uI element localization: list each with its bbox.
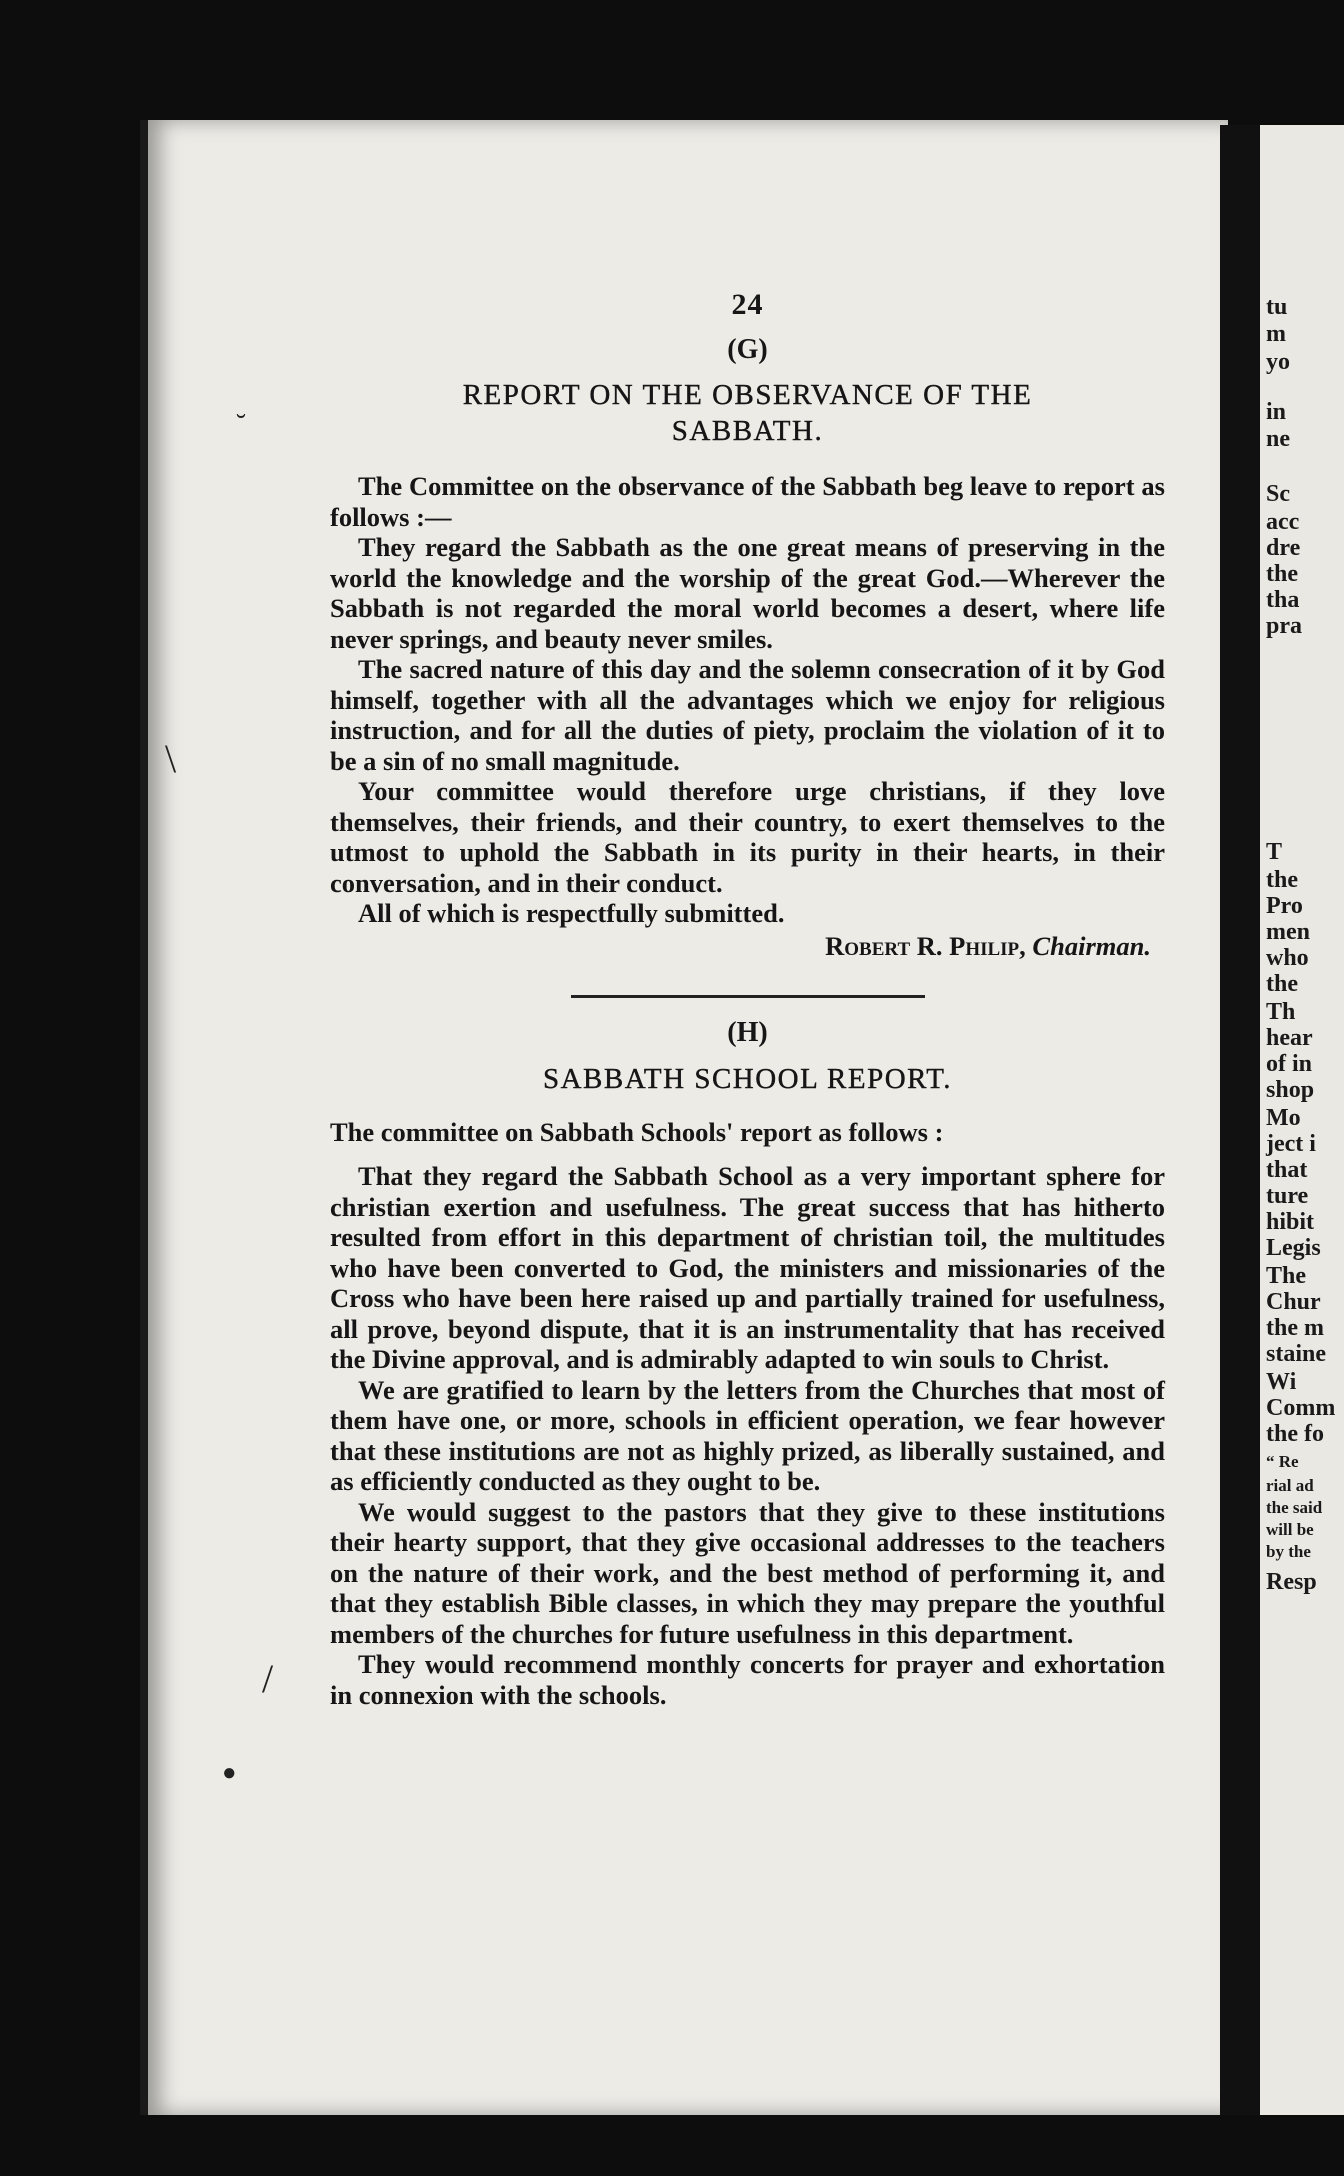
- facing-page-text-fragment: The: [1266, 1263, 1307, 1289]
- facing-page-text-fragment: the fo: [1266, 1421, 1324, 1447]
- facing-page-text-fragment: Sc: [1266, 481, 1290, 507]
- margin-mark: ˘: [236, 408, 246, 441]
- facing-page-text-fragment: that: [1266, 1157, 1308, 1183]
- facing-page-text-fragment: Chur: [1266, 1289, 1321, 1315]
- report-intro: The committee on Sabbath Schools' report as follows :: [330, 1116, 944, 1147]
- facing-page-text-fragment: ject i: [1266, 1131, 1316, 1157]
- margin-mark: \: [165, 736, 177, 781]
- facing-page-text-fragment: Resp: [1266, 1569, 1317, 1595]
- facing-page-text-fragment: dre: [1266, 535, 1301, 561]
- facing-page-text-fragment: by the: [1266, 1542, 1311, 1561]
- facing-page-text-fragment: tha: [1266, 587, 1300, 613]
- section-g: [330, 335, 1165, 962]
- facing-page-text-fragment: of in: [1266, 1051, 1313, 1077]
- report-intro: The Committee on the observance of the Sabbath beg leave to report as follows :—: [330, 471, 1165, 532]
- facing-page-text-fragment: in: [1266, 399, 1287, 425]
- section-label: (G): [727, 333, 768, 365]
- facing-page-text-fragment: yo: [1266, 349, 1290, 375]
- facing-page-text-fragment: “ Re: [1266, 1452, 1299, 1471]
- facing-page-fragment: [1260, 125, 1344, 2115]
- facing-page-text-fragment: acc: [1266, 509, 1300, 535]
- report-paragraph: They would recommend monthly concerts for prayer and exhortation in connexion with the schools.: [330, 1649, 1165, 1710]
- facing-page-text-fragment: Legis: [1266, 1235, 1321, 1261]
- facing-page-text-fragment: the: [1266, 971, 1298, 997]
- facing-page-text-fragment: will be: [1266, 1520, 1314, 1539]
- report-paragraph: They regard the Sabbath as the one great means of preserving in the world the knowledge and the worship of the great God.—Wherever the Sabbath is not regarded the moral world becomes a desert, where life never springs, and beauty never smiles.: [330, 532, 1165, 654]
- signature: [330, 931, 1165, 962]
- facing-page-text-fragment: ture: [1266, 1183, 1309, 1209]
- margin-mark: /: [262, 1656, 274, 1701]
- facing-page-text-fragment: the: [1266, 561, 1298, 587]
- page-number: 24: [731, 288, 764, 321]
- facing-page-text-fragment: pra: [1266, 613, 1302, 639]
- section-title-line1: REPORT ON THE OBSERVANCE OF THE: [462, 379, 1033, 411]
- report-paragraph: Your committee would therefore urge christians, if they love themselves, their friends, and their country, to exert themselves to the utmost to uphold the Sabbath in its purity in their hearts, in their conversation, and in their conduct.: [330, 776, 1165, 898]
- report-paragraph: The sacred nature of this day and the solemn consecration of it by God himself, together with all the advantages which we enjoy for religious instruction, and for all the duties of piety, proclaim the violation of it to be a sin of no small magnitude.: [330, 654, 1165, 776]
- facing-page-text-fragment: T: [1266, 839, 1283, 865]
- facing-page-text-fragment: hibit: [1266, 1209, 1315, 1235]
- facing-page-text-fragment: the: [1266, 867, 1298, 893]
- signature-role: Chairman.: [1032, 930, 1151, 961]
- facing-page-text-fragment: shop: [1266, 1077, 1315, 1103]
- facing-page-text-fragment: staine: [1266, 1341, 1326, 1367]
- report-paragraph: That they regard the Sabbath School as a very important sphere for christian exertion and usefulness. The great success that has hitherto resulted from effort in this department of christian toil, the multitudes who have been converted to God, the ministers and missionaries of the Cross who have been here raised up and partially trained for usefulness, all prove, beyond dispute, that it is an instrumentality that has received the Divine approval, and is admirably adapted to win souls to Christ.: [330, 1161, 1165, 1374]
- book-gutter: [1220, 125, 1260, 2115]
- signature-name: Robert R. Philip,: [825, 930, 1026, 961]
- report-paragraph: We are gratified to learn by the letters from the Churches that most of them have one, or more, schools in efficient operation, we fear however that these institutions are not as highly prized, as liberally sustained, and as efficiently conducted as they ought to be.: [330, 1374, 1165, 1496]
- section-label: (H): [727, 1017, 768, 1048]
- facing-page-text-fragment: Th: [1266, 999, 1296, 1025]
- facing-page-text-fragment: Wi: [1266, 1369, 1297, 1395]
- report-paragraph: We would suggest to the pastors that they give to these institutions their hearty support, that they give occasional addresses to the teachers on the nature of their work, and the best method of performing it, and that they establish Bible classes, in which they may prepare the youthful members of the churches for future usefulness in this department.: [330, 1496, 1165, 1649]
- facing-page-text-fragment: men: [1266, 919, 1310, 945]
- margin-mark: ●: [222, 1760, 237, 1786]
- facing-page-text-fragment: rial ad: [1266, 1476, 1314, 1495]
- facing-page-text-fragment: the m: [1266, 1315, 1324, 1341]
- section-h: [330, 1018, 1165, 1710]
- facing-page-text-fragment: tu: [1266, 294, 1288, 320]
- section-title-line2: SABBATH.: [671, 415, 824, 447]
- facing-page-text-fragment: Pro: [1266, 893, 1303, 919]
- page-content: [330, 290, 1165, 1710]
- section-divider: [571, 995, 925, 998]
- facing-page-text-fragment: Comm: [1266, 1395, 1336, 1421]
- facing-page-text-fragment: Mo: [1266, 1105, 1301, 1131]
- facing-page-text-fragment: m: [1266, 321, 1286, 347]
- facing-page-text-fragment: ne: [1266, 426, 1290, 452]
- facing-page-text-fragment: hear: [1266, 1025, 1313, 1051]
- section-title: SABBATH SCHOOL REPORT.: [542, 1062, 953, 1095]
- facing-page-text-fragment: who: [1266, 945, 1309, 971]
- facing-page-text-fragment: the said: [1266, 1498, 1323, 1517]
- report-paragraph: All of which is respectfully submitted.: [358, 898, 785, 928]
